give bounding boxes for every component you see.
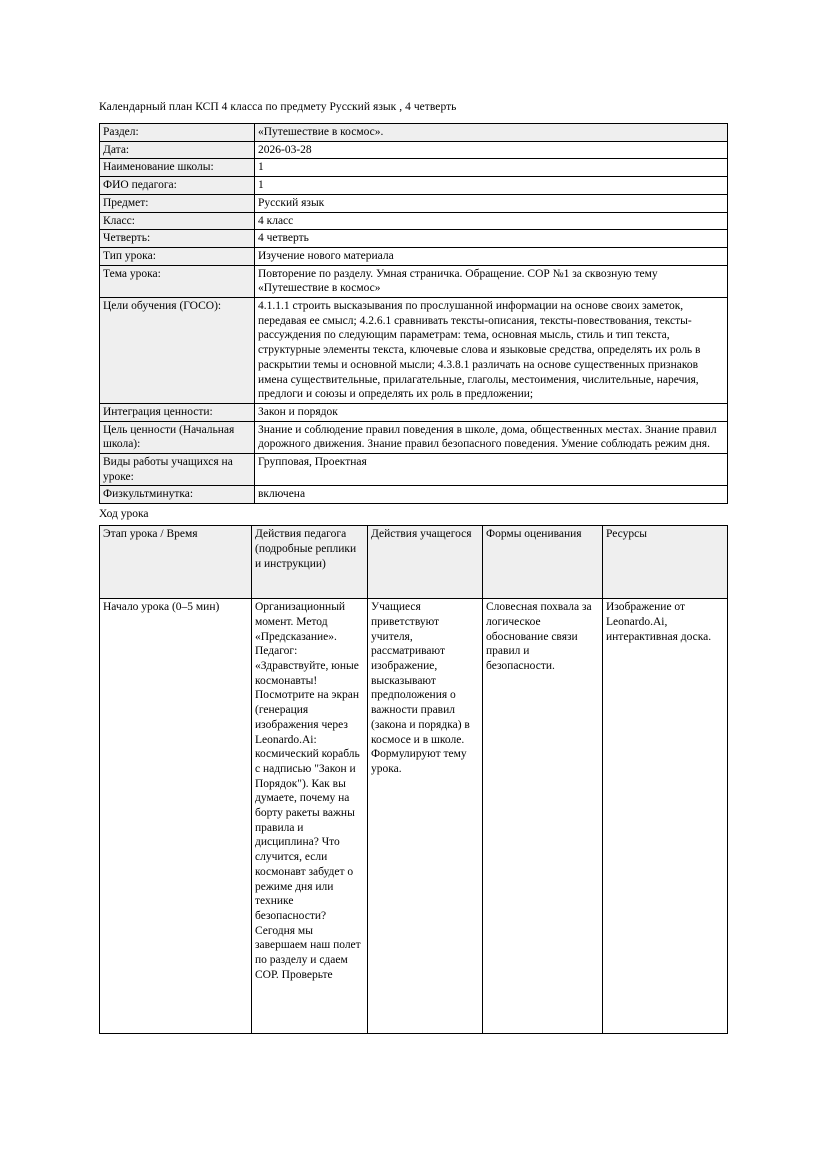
info-label-lesson-topic: Тема урока: xyxy=(100,265,255,297)
info-label-lesson-type: Тип урока: xyxy=(100,247,255,265)
table-row xyxy=(100,124,728,142)
info-value-school: 1 xyxy=(255,159,728,177)
info-value-subject: Русский язык xyxy=(255,194,728,212)
table-row xyxy=(100,599,728,1034)
info-value-data: 2026-03-28 xyxy=(255,141,728,159)
table-row xyxy=(100,247,728,265)
column-header-assessment-forms: Формы оценивания xyxy=(483,526,603,599)
info-label-quarter: Четверть: xyxy=(100,230,255,248)
info-value-lesson-type: Изучение нового материала xyxy=(255,247,728,265)
info-value-physical-break: включена xyxy=(255,486,728,504)
cell-teacher-actions: Организационный момент. Метод «Предсказание». Педагог: «Здравствуйте, юные космонавты! Посмотрите на экран (генерация изображения через Leonardo.Ai: космический корабль с надписью "Закон и Порядок"). Как вы думаете, почему на борту ракеты важны правила и дисциплина? Что случится, если космонавт забудет о режиме дня или технике безопасности? Сегодня мы завершаем наш полет по разделу и сдаем СОР. Проверьте xyxy=(252,599,368,1034)
info-value-value-goal: Знание и соблюдение правил поведения в школе, дома, общественных местах. Знание правил дорожного движения. Знание правил безопасного поведения. Умение соблюдать режим дня. xyxy=(255,421,728,453)
info-value-class: 4 класс xyxy=(255,212,728,230)
info-value-teacher: 1 xyxy=(255,177,728,195)
cell-resources: Изображение от Leonardo.Ai, интерактивная доска. xyxy=(603,599,728,1034)
info-label-razdel: Раздел: xyxy=(100,124,255,142)
info-label-data: Дата: xyxy=(100,141,255,159)
table-row xyxy=(100,230,728,248)
info-value-work-types: Групповая, Проектная xyxy=(255,454,728,486)
info-value-objectives: 4.1.1.1 строить высказывания по прослушанной информации на основе своих заметок, передавая ее смысл; 4.2.6.1 сравнивать тексты-описания, тексты-повествования, тексты-рассуждения по следующим параметрам: тема, основная мысль, стиль и тип текста, структурные элементы текста, ключевые слова и языковые средства, определять их роль в раскрытии темы и основной мысли; 4.3.8.1 различать на основе существенных признаков имена существительные, прилагательные, глаголы, местоимения, числительные, наречия, предлоги и союзы и определять их роль в предложении; xyxy=(255,298,728,404)
info-label-teacher: ФИО педагога: xyxy=(100,177,255,195)
table-row xyxy=(100,177,728,195)
page-title: Календарный план КСП 4 класса по предмету Русский язык , 4 четверть xyxy=(99,101,457,113)
table-row xyxy=(100,159,728,177)
column-header-teacher-actions: Действия педагога (подробные реплики и инструкции) xyxy=(252,526,368,599)
section-caption-lesson-flow: Ход урока xyxy=(99,508,149,521)
column-header-resources: Ресурсы xyxy=(603,526,728,599)
info-label-work-types: Виды работы учащихся на уроке: xyxy=(100,454,255,486)
table-row xyxy=(100,486,728,504)
info-label-class: Класс: xyxy=(100,212,255,230)
document-content xyxy=(99,99,727,1034)
table-row xyxy=(100,141,728,159)
info-label-subject: Предмет: xyxy=(100,194,255,212)
column-header-student-actions: Действия учащегося xyxy=(368,526,483,599)
table-row xyxy=(100,298,728,404)
info-value-quarter: 4 четверть xyxy=(255,230,728,248)
cell-stage: Начало урока (0–5 мин) xyxy=(100,599,252,1034)
info-value-razdel: «Путешествие в космос». xyxy=(255,124,728,142)
info-value-value-integration: Закон и порядок xyxy=(255,403,728,421)
info-label-value-integration: Интеграция ценности: xyxy=(100,403,255,421)
info-label-physical-break: Физкультминутка: xyxy=(100,486,255,504)
cell-assessment-forms: Словесная похвала за логическое обоснование связи правил и безопасности. xyxy=(483,599,603,1034)
table-row xyxy=(100,421,728,453)
cell-student-actions: Учащиеся приветствуют учителя, рассматривают изображение, высказывают предположения о важности правил (закона и порядка) в космосе и в школе. Формулируют тему урока. xyxy=(368,599,483,1034)
table-row xyxy=(100,194,728,212)
info-label-school: Наименование школы: xyxy=(100,159,255,177)
info-label-objectives: Цели обучения (ГОСО): xyxy=(100,298,255,404)
table-row xyxy=(100,403,728,421)
info-value-lesson-topic: Повторение по разделу. Умная страничка. Обращение. СОР №1 за сквозную тему «Путешествие в космос» xyxy=(255,265,728,297)
info-label-value-goal: Цель ценности (Начальная школа): xyxy=(100,421,255,453)
table-header-row xyxy=(100,526,728,599)
table-row xyxy=(100,212,728,230)
table-row xyxy=(100,454,728,486)
column-header-stage: Этап урока / Время xyxy=(100,526,252,599)
lesson-flow-table xyxy=(99,525,728,1034)
table-row xyxy=(100,265,728,297)
lesson-info-table xyxy=(99,123,728,504)
